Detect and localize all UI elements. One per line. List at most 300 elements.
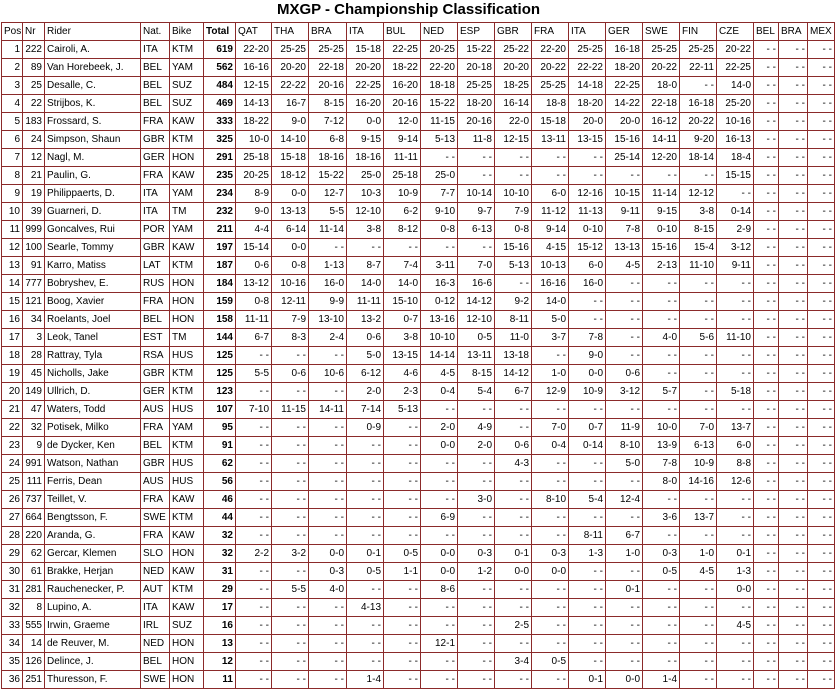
result-cell: 22-22 [569,59,606,77]
result-cell: - - [808,41,835,59]
result-cell: - - [779,581,808,599]
result-cell: - - [309,473,347,491]
result-cell: - - [309,653,347,671]
pos-cell: 32 [2,599,23,617]
result-cell: - - [754,41,779,59]
result-cell: - - [272,617,309,635]
result-cell: 22-25 [347,77,384,95]
nr-cell: 991 [23,455,45,473]
bike-cell: HON [170,653,204,671]
result-cell: 14-12 [458,293,495,311]
result-cell: - - [808,275,835,293]
nat-cell: GBR [141,365,170,383]
nat-cell: SWE [141,509,170,527]
result-cell: - - [680,167,717,185]
pos-cell: 30 [2,563,23,581]
pos-cell: 17 [2,329,23,347]
result-cell: 6-9 [421,509,458,527]
result-cell: - - [779,491,808,509]
pos-cell: 20 [2,383,23,401]
result-cell: - - [272,347,309,365]
result-cell: - - [384,473,421,491]
result-cell: 25-14 [606,149,643,167]
result-cell: 5-0 [347,347,384,365]
table-row [2,167,835,185]
result-cell: - - [779,671,808,689]
result-cell: - - [606,473,643,491]
result-cell: - - [779,563,808,581]
result-cell: - - [236,437,272,455]
result-cell: - - [680,311,717,329]
result-cell: 6-2 [384,203,421,221]
result-cell: 15-22 [309,167,347,185]
result-cell: 16-3 [421,275,458,293]
result-cell: - - [717,527,754,545]
result-cell: 6-0 [532,185,569,203]
result-cell: 0-6 [236,257,272,275]
result-cell: 10-6 [309,365,347,383]
result-cell: 6-12 [347,365,384,383]
result-cell: 22-18 [309,59,347,77]
column-header-round: BRA [779,23,808,41]
result-cell: 7-9 [495,203,532,221]
result-cell: 0-5 [458,329,495,347]
result-cell: 10-9 [384,185,421,203]
result-cell: - - [680,77,717,95]
result-cell: - - [236,635,272,653]
result-cell: 0-5 [347,563,384,581]
result-cell: 0-8 [421,221,458,239]
nat-cell: SWE [141,671,170,689]
result-cell: - - [754,293,779,311]
result-cell: 18-16 [347,149,384,167]
result-cell: 15-15 [717,167,754,185]
result-cell: - - [458,455,495,473]
result-cell: - - [606,401,643,419]
result-cell: - - [421,149,458,167]
result-cell: 20-25 [236,167,272,185]
result-cell: - - [606,329,643,347]
result-cell: 16-14 [495,95,532,113]
result-cell: 25-25 [309,41,347,59]
result-cell: 3-8 [384,329,421,347]
result-cell: 22-25 [717,59,754,77]
total-cell: 123 [204,383,236,401]
result-cell: - - [754,365,779,383]
result-cell: 12-12 [680,185,717,203]
table-row [2,239,835,257]
page-title: MXGP - Championship Classification [276,1,541,18]
result-cell: - - [779,293,808,311]
result-cell: - - [458,473,495,491]
nat-cell: IRL [141,617,170,635]
nr-cell: 14 [23,635,45,653]
result-cell: 3-2 [272,545,309,563]
result-cell: 5-6 [680,329,717,347]
total-cell: 31 [204,563,236,581]
total-cell: 619 [204,41,236,59]
pos-cell: 3 [2,77,23,95]
result-cell: 11-15 [272,401,309,419]
total-cell: 197 [204,239,236,257]
result-cell: 13-13 [606,239,643,257]
result-cell: - - [532,455,569,473]
total-cell: 125 [204,365,236,383]
nr-cell: 24 [23,131,45,149]
result-cell: 0-10 [643,221,680,239]
result-cell: - - [272,437,309,455]
result-cell: 13-12 [236,275,272,293]
result-cell: 25-20 [717,95,754,113]
result-cell: 5-5 [236,365,272,383]
result-cell: - - [808,545,835,563]
result-cell: 12-15 [236,77,272,95]
result-cell: - - [272,635,309,653]
result-cell: - - [236,419,272,437]
bike-cell: HUS [170,347,204,365]
result-cell: 15-12 [569,239,606,257]
result-cell: - - [569,563,606,581]
column-header-round: QAT [236,23,272,41]
result-cell: 20-0 [606,113,643,131]
result-cell: 11-14 [309,221,347,239]
result-cell: 1-4 [347,671,384,689]
result-cell: - - [808,401,835,419]
result-cell: - - [458,527,495,545]
result-cell: 2-4 [309,329,347,347]
result-cell: 18-18 [421,77,458,95]
nr-cell: 12 [23,149,45,167]
result-cell: 25-25 [458,77,495,95]
rider-cell: Teillet, V. [45,491,141,509]
bike-cell: HON [170,293,204,311]
result-cell: 4-0 [643,329,680,347]
result-cell: 5-13 [384,401,421,419]
rider-cell: Waters, Todd [45,401,141,419]
result-cell: - - [643,275,680,293]
pos-cell: 22 [2,419,23,437]
result-cell: 16-0 [309,275,347,293]
pos-cell: 8 [2,167,23,185]
table-row [2,59,835,77]
result-cell: - - [606,563,643,581]
result-cell: 11-9 [606,419,643,437]
total-cell: 17 [204,599,236,617]
result-cell: 0-1 [717,545,754,563]
result-cell: - - [309,347,347,365]
result-cell: - - [754,473,779,491]
nat-cell: RSA [141,347,170,365]
pos-cell: 35 [2,653,23,671]
table-row [2,671,835,689]
rider-cell: Rauchenecker, P. [45,581,141,599]
nr-cell: 91 [23,257,45,275]
result-cell: - - [495,491,532,509]
pos-cell: 11 [2,221,23,239]
result-cell: 1-0 [680,545,717,563]
nat-cell: FRA [141,293,170,311]
result-cell: - - [495,275,532,293]
result-cell: - - [236,563,272,581]
total-cell: 235 [204,167,236,185]
result-cell: 7-8 [606,221,643,239]
result-cell: 22-20 [532,41,569,59]
nr-cell: 111 [23,473,45,491]
rider-cell: de Reuver, M. [45,635,141,653]
result-cell: 0-8 [272,257,309,275]
result-cell: - - [808,581,835,599]
result-cell: - - [808,203,835,221]
result-cell: 22-20 [236,41,272,59]
result-cell: - - [779,473,808,491]
result-cell: 6-13 [458,221,495,239]
rider-cell: Karro, Matiss [45,257,141,275]
result-cell: 11-0 [495,329,532,347]
result-cell: - - [532,149,569,167]
rider-cell: Roelants, Joel [45,311,141,329]
pos-cell: 23 [2,437,23,455]
nat-cell: SLO [141,545,170,563]
result-cell: - - [754,437,779,455]
result-cell: 13-15 [569,131,606,149]
nat-cell: ITA [141,203,170,221]
result-cell: 3-7 [532,329,569,347]
table-row [2,563,835,581]
result-cell: - - [808,293,835,311]
result-cell: - - [779,59,808,77]
pos-cell: 18 [2,347,23,365]
nr-cell: 45 [23,365,45,383]
result-cell: 25-22 [495,41,532,59]
result-cell: - - [384,239,421,257]
result-cell: - - [309,617,347,635]
nr-cell: 34 [23,311,45,329]
result-cell: 7-0 [458,257,495,275]
result-cell: 1-3 [569,545,606,563]
result-cell: 6-7 [606,527,643,545]
bike-cell: YAM [170,221,204,239]
rider-cell: de Dycker, Ken [45,437,141,455]
rider-cell: Bengtsson, F. [45,509,141,527]
result-cell: 2-0 [458,437,495,455]
result-cell: - - [236,509,272,527]
result-cell: 8-8 [717,455,754,473]
bike-cell: SUZ [170,617,204,635]
result-cell: - - [808,239,835,257]
result-cell: 4-5 [717,617,754,635]
result-cell: 20-25 [421,41,458,59]
result-cell: 16-6 [458,275,495,293]
column-header-round: ESP [458,23,495,41]
result-cell: 6-0 [717,437,754,455]
pos-cell: 12 [2,239,23,257]
result-cell: - - [779,149,808,167]
result-cell: 22-18 [643,95,680,113]
result-cell: - - [309,383,347,401]
bike-cell: KAW [170,239,204,257]
result-cell: 15-16 [495,239,532,257]
table-row [2,185,835,203]
result-cell: 6-7 [495,383,532,401]
result-cell: 2-0 [421,419,458,437]
result-cell: 14-22 [606,95,643,113]
rider-cell: Leok, Tanel [45,329,141,347]
table-row [2,329,835,347]
result-cell: 1-0 [532,365,569,383]
result-cell: 14-0 [532,293,569,311]
result-cell: 3-12 [717,239,754,257]
column-header-round: GER [606,23,643,41]
result-cell: 9-2 [495,293,532,311]
result-cell: 7-0 [680,419,717,437]
result-cell: 13-9 [643,437,680,455]
result-cell: 11-8 [458,131,495,149]
result-cell: - - [347,581,384,599]
result-cell: - - [272,653,309,671]
result-cell: - - [754,491,779,509]
result-cell: - - [754,581,779,599]
result-cell: - - [808,653,835,671]
result-cell: 0-5 [384,545,421,563]
result-cell: - - [754,77,779,95]
result-cell: - - [808,491,835,509]
rider-cell: Strijbos, K. [45,95,141,113]
column-header-round: SWE [643,23,680,41]
result-cell: - - [458,509,495,527]
nat-cell: GBR [141,239,170,257]
result-cell: 9-14 [532,221,569,239]
result-cell: - - [458,401,495,419]
result-cell: - - [643,599,680,617]
result-cell: - - [754,509,779,527]
bike-cell: KAW [170,599,204,617]
result-cell: - - [236,473,272,491]
bike-cell: TM [170,329,204,347]
result-cell: 18-0 [643,77,680,95]
result-cell: 14-13 [236,95,272,113]
result-cell: 2-3 [384,383,421,401]
result-cell: 13-15 [384,347,421,365]
result-cell: - - [458,239,495,257]
result-cell: 0-6 [495,437,532,455]
result-cell: - - [808,473,835,491]
column-header-round: MEX [808,23,835,41]
result-cell: 12-11 [272,293,309,311]
result-cell: 18-25 [495,77,532,95]
result-cell: 8-0 [643,473,680,491]
result-cell: 5-7 [643,383,680,401]
column-header-round: FIN [680,23,717,41]
nr-cell: 737 [23,491,45,509]
rider-cell: Aranda, G. [45,527,141,545]
result-cell: 1-4 [643,671,680,689]
total-cell: 32 [204,545,236,563]
result-cell: 15-14 [236,239,272,257]
bike-cell: KTM [170,437,204,455]
result-cell: 10-0 [643,419,680,437]
result-cell: - - [808,365,835,383]
result-cell: 12-10 [347,203,384,221]
bike-cell: HUS [170,401,204,419]
result-cell: - - [680,401,717,419]
bike-cell: KAW [170,491,204,509]
result-cell: 12-9 [532,383,569,401]
result-cell: 13-11 [532,131,569,149]
table-row [2,347,835,365]
result-cell: 0-9 [347,419,384,437]
result-cell: - - [495,167,532,185]
result-cell: 7-0 [532,419,569,437]
result-cell: - - [309,599,347,617]
pos-cell: 10 [2,203,23,221]
table-row [2,149,835,167]
result-cell: - - [569,455,606,473]
result-cell: 18-20 [569,95,606,113]
total-cell: 107 [204,401,236,419]
result-cell: - - [569,167,606,185]
result-cell: - - [680,635,717,653]
result-cell: - - [347,455,384,473]
result-cell: 20-20 [347,59,384,77]
bike-cell: HON [170,671,204,689]
result-cell: 16-20 [384,77,421,95]
result-cell: - - [680,383,717,401]
result-cell: - - [421,401,458,419]
result-cell: - - [779,185,808,203]
result-cell: - - [606,599,643,617]
result-cell: 0-0 [421,437,458,455]
result-cell: - - [532,671,569,689]
result-cell: 12-15 [495,131,532,149]
rider-cell: Boog, Xavier [45,293,141,311]
result-cell: - - [754,455,779,473]
result-cell: 8-12 [384,221,421,239]
result-cell: - - [808,311,835,329]
result-cell: 8-15 [309,95,347,113]
rider-cell: Nicholls, Jake [45,365,141,383]
result-cell: 8-7 [347,257,384,275]
table-row [2,95,835,113]
result-cell: 3-8 [680,203,717,221]
table-row [2,257,835,275]
result-cell: - - [236,653,272,671]
result-cell: 18-8 [532,95,569,113]
result-cell: 25-25 [532,77,569,95]
table-row [2,113,835,131]
result-cell: 10-14 [458,185,495,203]
nr-cell: 89 [23,59,45,77]
result-cell: 0-0 [347,113,384,131]
rider-cell: Guarneri, D. [45,203,141,221]
result-cell: - - [680,617,717,635]
pos-cell: 34 [2,635,23,653]
total-cell: 159 [204,293,236,311]
result-cell: - - [643,401,680,419]
nr-cell: 281 [23,581,45,599]
result-cell: - - [347,509,384,527]
result-cell: - - [458,635,495,653]
result-cell: - - [643,653,680,671]
pos-cell: 2 [2,59,23,77]
result-cell: - - [421,671,458,689]
result-cell: 22-20 [421,59,458,77]
result-cell: - - [495,509,532,527]
bike-cell: HON [170,311,204,329]
result-cell: - - [754,185,779,203]
result-cell: 0-0 [421,545,458,563]
result-cell: 14-16 [680,473,717,491]
column-header-pos: Pos [2,23,23,41]
